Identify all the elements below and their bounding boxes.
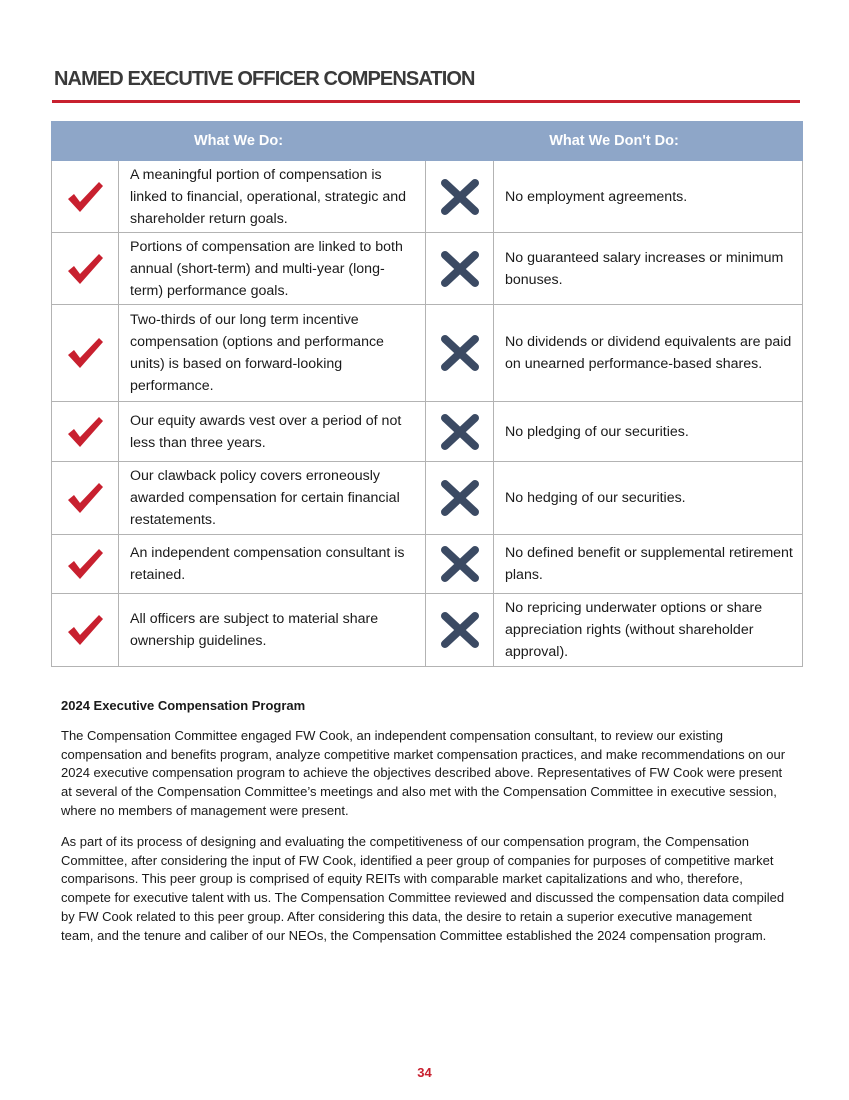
x-icon bbox=[426, 544, 493, 584]
check-mark-cell bbox=[52, 462, 119, 535]
cross-mark-cell bbox=[426, 462, 494, 535]
check-mark-cell bbox=[52, 305, 119, 402]
do-text: All officers are subject to material share ownership guidelines. bbox=[119, 594, 426, 667]
table-row bbox=[52, 535, 803, 594]
table-row bbox=[52, 402, 803, 462]
check-mark-cell bbox=[52, 161, 119, 233]
title-rule bbox=[52, 100, 800, 103]
table-row bbox=[52, 305, 803, 402]
check-mark-cell bbox=[52, 535, 119, 594]
check-icon bbox=[52, 336, 118, 370]
table-row bbox=[52, 594, 803, 667]
dont-text: No defined benefit or supplemental retirement plans. bbox=[494, 535, 803, 594]
do-text: Our equity awards vest over a period of not less than three years. bbox=[119, 402, 426, 462]
cross-mark-cell bbox=[426, 594, 494, 667]
table-row bbox=[52, 233, 803, 305]
check-icon bbox=[52, 547, 118, 581]
x-icon bbox=[426, 412, 493, 452]
do-text: Portions of compensation are linked to both annual (short-term) and multi-year (long-term) performance goals. bbox=[119, 233, 426, 305]
table-header-row bbox=[52, 122, 803, 161]
check-icon bbox=[52, 613, 118, 647]
do-text: Two-thirds of our long term incentive compensation (options and performance units) is based on forward-looking performance. bbox=[119, 305, 426, 402]
cross-mark-cell bbox=[426, 305, 494, 402]
check-icon bbox=[52, 252, 118, 286]
dont-text: No dividends or dividend equivalents are paid on unearned performance-based shares. bbox=[494, 305, 803, 402]
check-icon bbox=[52, 481, 118, 515]
table-body bbox=[52, 161, 803, 667]
cross-mark-cell bbox=[426, 535, 494, 594]
check-mark-cell bbox=[52, 233, 119, 305]
do-dont-table bbox=[51, 121, 803, 667]
header-what-we-dont-do: What We Don't Do: bbox=[426, 122, 803, 161]
do-text: A meaningful portion of compensation is linked to financial, operational, strategic and shareholder return goals. bbox=[119, 161, 426, 233]
cross-mark-cell bbox=[426, 233, 494, 305]
x-icon bbox=[426, 478, 493, 518]
program-paragraph-1: The Compensation Committee engaged FW Cook, an independent compensation consultant, to review our existing compensation and benefits program, analyze competitive market compensation practices, and make recommendations on our 2024 executive compensation program to achieve the objectives described above. Representatives of FW Cook were present at several of the Compensation Committee’s meetings and also met with the Compensation Committee in executive session, where no members of management were present. bbox=[61, 728, 786, 818]
table-row bbox=[52, 462, 803, 535]
check-mark-cell bbox=[52, 402, 119, 462]
check-mark-cell bbox=[52, 594, 119, 667]
page-number: 34 bbox=[417, 1065, 432, 1080]
program-paragraph-2: As part of its process of designing and evaluating the competitiveness of our compensation program, the Compensation Committee, after considering the input of FW Cook, identified a peer group of companies for purposes of competitive market comparisons. This peer group is comprised of equity REITs with comparable market capitalizations and who, therefore, compete for executive talent with us. The Compensation Committee reviewed and discussed the compensation data compiled by FW Cook related to this peer group. After considering this data, the desire to retain a superior executive management team, and the tenure and caliber of our NEOs, the Compensation Committee established the 2024 compensation program. bbox=[61, 834, 785, 943]
program-heading: 2024 Executive Compensation Program bbox=[61, 698, 306, 713]
cross-mark-cell bbox=[426, 402, 494, 462]
table-row bbox=[52, 161, 803, 233]
section-title: NAMED EXECUTIVE OFFICER COMPENSATION bbox=[54, 68, 475, 90]
check-icon bbox=[52, 415, 118, 449]
dont-text: No pledging of our securities. bbox=[494, 402, 803, 462]
x-icon bbox=[426, 177, 493, 217]
do-text: Our clawback policy covers erroneously awarded compensation for certain financial restatements. bbox=[119, 462, 426, 535]
check-icon bbox=[52, 180, 118, 214]
do-text: An independent compensation consultant is retained. bbox=[119, 535, 426, 594]
cross-mark-cell bbox=[426, 161, 494, 233]
dont-text: No guaranteed salary increases or minimum bonuses. bbox=[494, 233, 803, 305]
dont-text: No repricing underwater options or share appreciation rights (without shareholder approval). bbox=[494, 594, 803, 667]
x-icon bbox=[426, 610, 493, 650]
header-what-we-do: What We Do: bbox=[52, 122, 426, 161]
x-icon bbox=[426, 333, 493, 373]
dont-text: No employment agreements. bbox=[494, 161, 803, 233]
dont-text: No hedging of our securities. bbox=[494, 462, 803, 535]
x-icon bbox=[426, 249, 493, 289]
